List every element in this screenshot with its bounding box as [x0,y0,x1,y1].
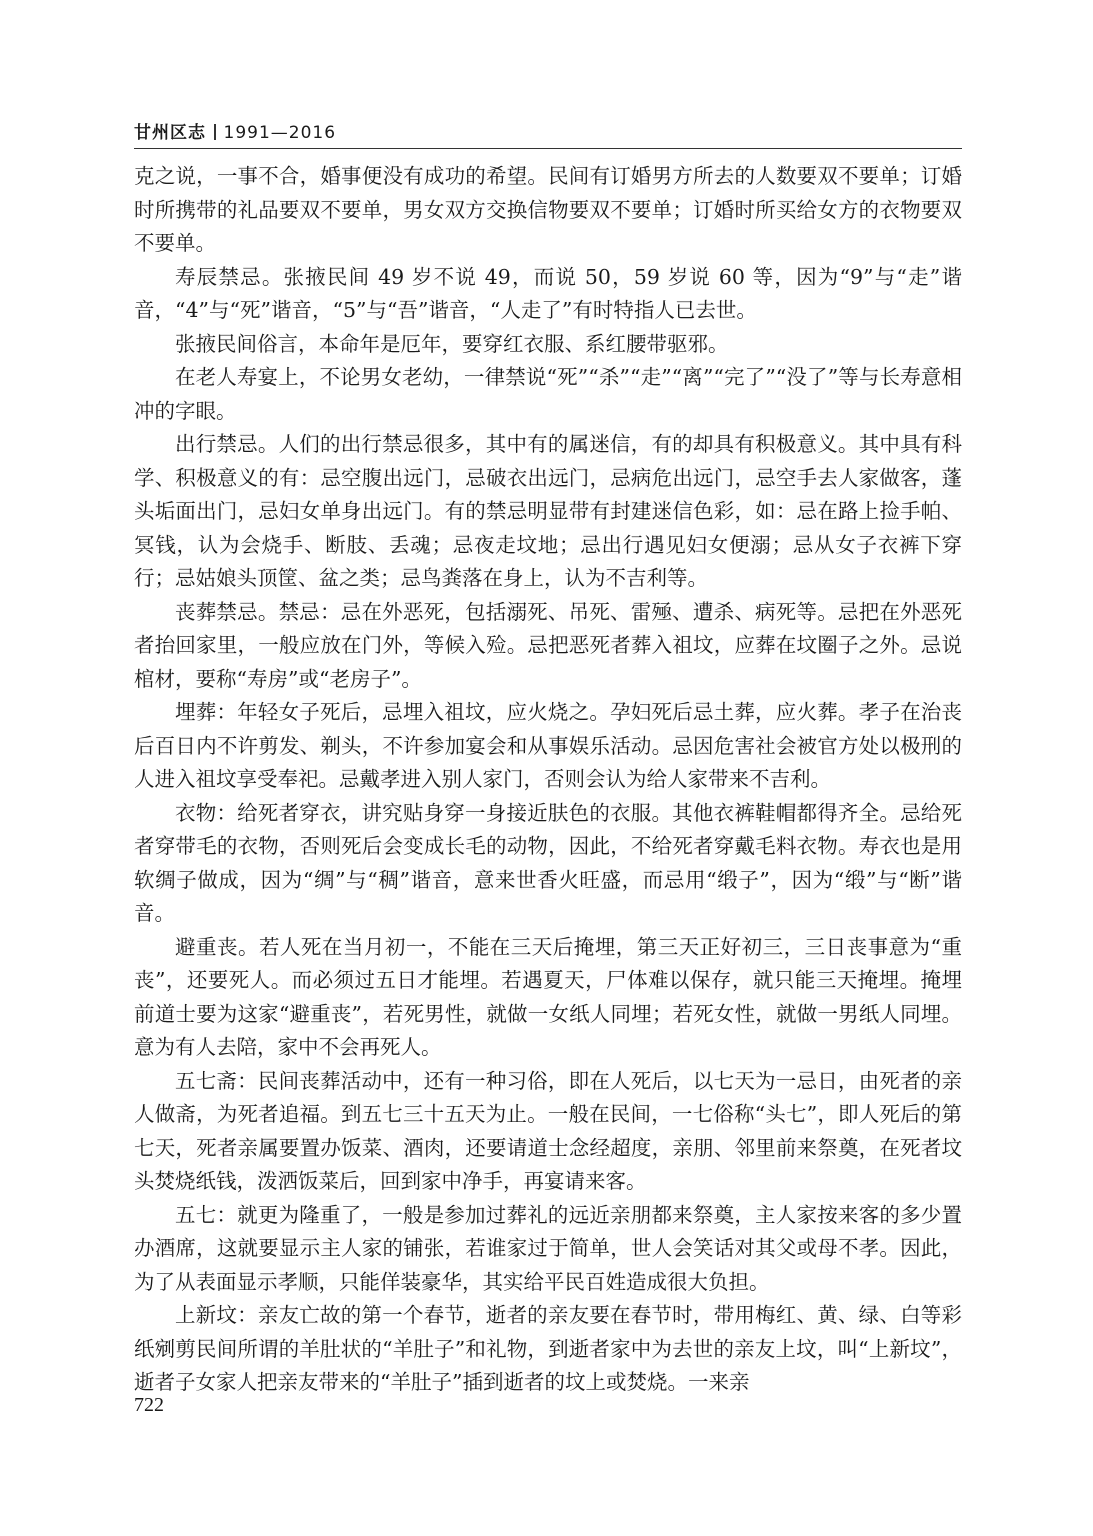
header-divider [214,124,216,140]
paragraph-wuqi-zhai: 五七斋：民间丧葬活动中，还有一种习俗，即在人死后，以七天为一忌日，由死者的亲人做斋，为死者追福。到五七三十五天为止。一般在民间，一七俗称“头七”，即人死后的第七天，死者亲属要置办饭菜、酒肉，还要请道士念经超度，亲朋、邻里前来祭奠，在死者坟头焚烧纸钱，泼洒饭菜后，回到家中净手，再宴请来客。 [134,1068,962,1193]
paragraph-clothing: 衣物：给死者穿衣，讲究贴身穿一身接近肤色的衣服。其他衣裤鞋帽都得齐全。忌给死者穿带毛的衣物，否则死后会变成长毛的动物，因此，不给死者穿戴毛料衣物。寿衣也是用软绸子做成，因为“绸”与“稠”谐音，意来世香火旺盛，而忌用“缎子”，因为“缎”与“断”谐音。 [134,800,962,925]
running-header [134,118,962,149]
book-years: 1991—2016 [223,123,337,143]
paragraph-birthday-taboo: 寿辰禁忌。张掖民间 49 岁不说 49，而说 50，59 岁说 60 等，因为“9”与“走”谐音，“4”与“死”谐音，“5”与“吾”谐音，“人走了”有时特指人已去世。 [134,264,962,322]
paragraph-burial: 埋葬：年轻女子死后，忌埋入祖坟，应火烧之。孕妇死后忌土葬，应火葬。孝子在治丧后百日内不许剪发、剃头，不许参加宴会和从事娱乐活动。忌因危害社会被官方处以极刑的人进入祖坟享受奉祀。忌戴孝进入别人家门，否则会认为给人家带来不吉利。 [134,700,962,791]
paragraph-double-mourning: 避重丧。若人死在当月初一，不能在三天后掩埋，第三天正好初三，三日丧事意为“重丧”，还要死人。而必须过五日才能埋。若遇夏天，尸体难以保存，就只能三天掩埋。掩埋前道士要为这家“避重丧”，若死男性，就做一女纸人同埋；若死女性，就做一男纸人同埋。意为有人去陪，家中不会再死人。 [134,934,962,1059]
paragraph-banquet-taboo: 在老人寿宴上，不论男女老幼，一律禁说“死”“杀”“走”“离”“完了”“没了”等与长寿意相冲的字眼。 [134,365,962,423]
paragraph-wuqi: 五七：就更为隆重了，一般是参加过葬礼的远近亲朋都来祭奠，主人家按来客的多少置办酒席，这就要显示主人家的铺张，若谁家过于简单，世人会笑话对其父或母不孝。因此，为了从表面显示孝顺，只能佯装豪华，其实给平民百姓造成很大负担。 [134,1202,962,1294]
book-title: 甘州区志 [134,123,206,143]
body-text [134,160,962,1400]
paragraph-new-grave: 上新坟：亲友亡故的第一个春节，逝者的亲友要在春节时，带用梅红、黄、绿、白等彩纸剜剪民间所谓的羊肚状的“羊肚子”和礼物，到逝者家中为去世的亲友上坟，叫“上新坟”，逝者子女家人把亲友带来的“羊肚子”插到逝者的坟上或焚烧。一来亲 [134,1303,962,1394]
paragraph-funeral-taboo: 丧葬禁忌。禁忌：忌在外恶死，包括溺死、吊死、雷殛、遭杀、病死等。忌把在外恶死者抬回家里，一般应放在门外，等候入殓。忌把恶死者葬入祖坟，应葬在坟圈子之外。忌说棺材，要称“寿房”或“老房子”。 [134,599,962,691]
page-number: 722 [134,1394,164,1416]
paragraph-travel-taboo: 出行禁忌。人们的出行禁忌很多，其中有的属迷信，有的却具有积极意义。其中具有科学、积极意义的有：忌空腹出远门，忌破衣出远门，忌病危出远门，忌空手去人家做客，蓬头垢面出门，忌妇女单身出远门。有的禁忌明显带有封建迷信色彩，如：忌在路上捡手帕、冥钱，认为会烧手、断肢、丢魂；忌夜走坟地；忌出行遇见妇女便溺；忌从女子衣裤下穿行；忌姑娘头顶筐、盆之类；忌鸟粪落在身上，认为不吉利等。 [134,432,962,590]
paragraph-continued: 克之说，一事不合，婚事便没有成功的希望。民间有订婚男方所去的人数要双不要单；订婚时所携带的礼品要双不要单，男女双方交换信物要双不要单；订婚时所买给女方的衣物要双不要单。 [134,164,962,255]
paragraph-zodiac-year: 张掖民间俗言，本命年是厄年，要穿红衣服、系红腰带驱邪。 [175,331,729,356]
